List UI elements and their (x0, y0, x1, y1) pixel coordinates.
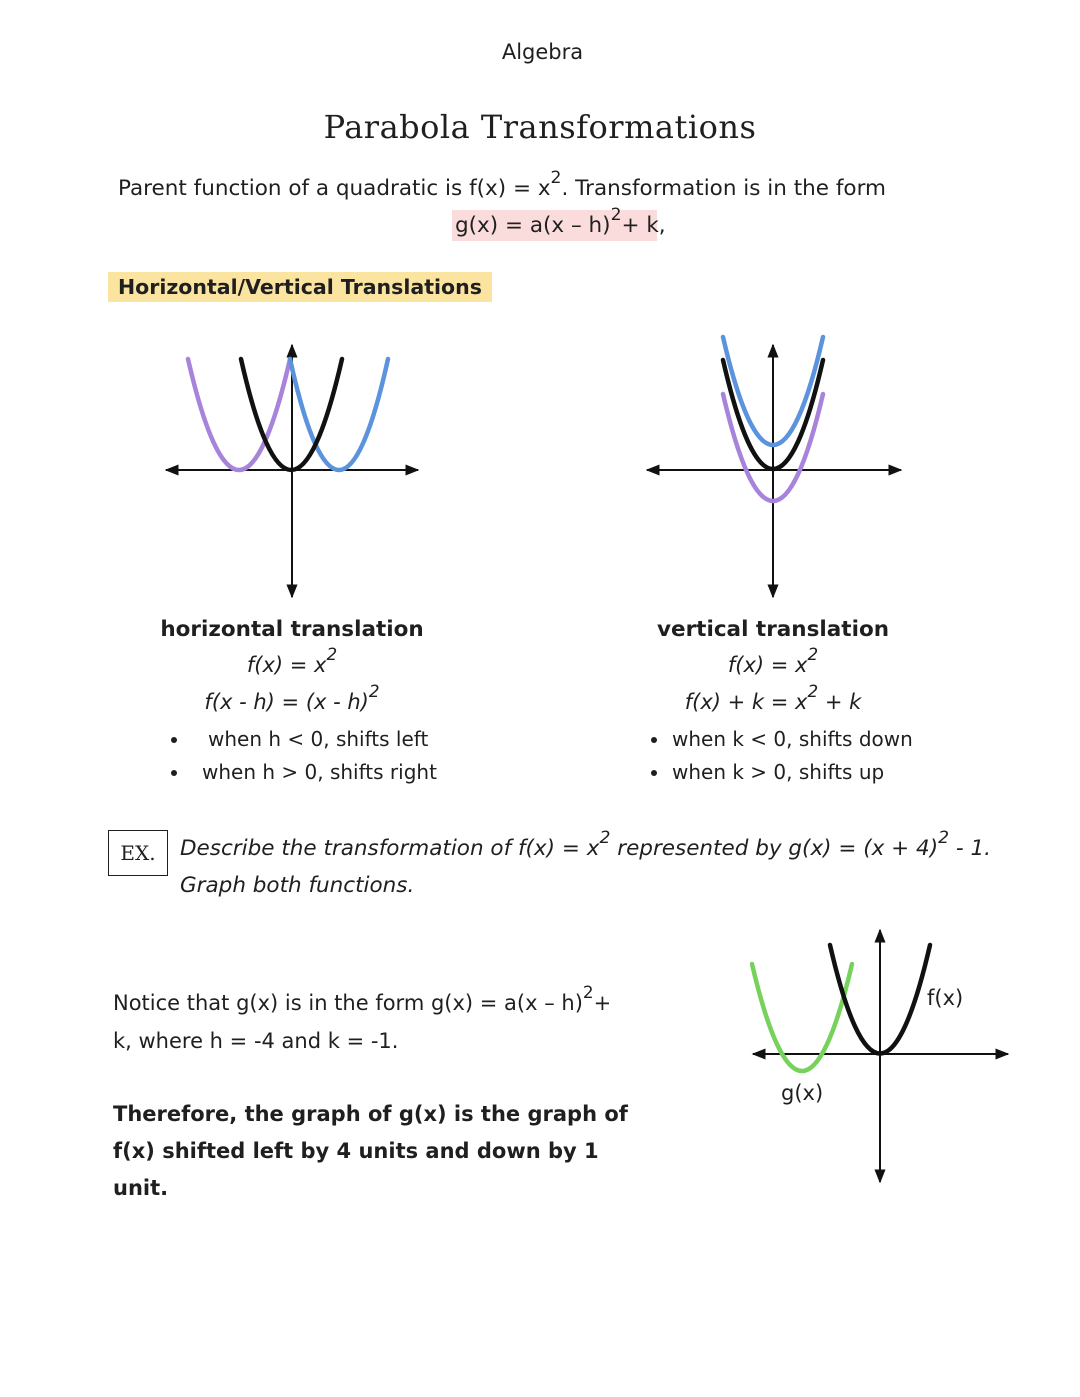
vertical-line2-post: + k (824, 690, 862, 714)
formula-tail: + k, (621, 213, 666, 238)
vertical-line2 (623, 680, 923, 714)
vertical-title: vertical translation (656, 617, 890, 642)
bullet-dot (651, 770, 657, 776)
purple-parabola (188, 359, 290, 470)
bullet-dot (651, 737, 657, 743)
vertical-line1-base: f(x) = x (727, 653, 808, 677)
f-label: f(x) (927, 986, 964, 1010)
intro-text-after: . Transformation is in the form (561, 176, 886, 201)
vertical-line2-exp: 2 (807, 680, 819, 701)
example-graph (745, 925, 1015, 1187)
subject-label: Algebra (501, 40, 584, 64)
vertical-line2-pre: f(x) + k = x (684, 690, 808, 714)
vertical-bullet-2: when k > 0, shifts up (672, 760, 885, 784)
horizontal-bullet-2: when h > 0, shifts right (202, 760, 437, 784)
section-heading: Horizontal/Vertical Translations (108, 272, 492, 302)
example-q-part1: Describe the transformation of f(x) = x (180, 836, 600, 861)
formula-exponent: 2 (610, 204, 622, 225)
intro-text-before: Parent function of a quadratic is f(x) = x (118, 176, 551, 201)
bullet-dot (171, 737, 177, 743)
horizontal-line2-base: f(x - h) = (x - h) (204, 690, 369, 714)
notice-exp: 2 (582, 981, 594, 1002)
example-label: EX. (108, 830, 168, 876)
vertical-line1 (623, 643, 923, 677)
horizontal-translation-graph (160, 335, 425, 605)
horizontal-line2-exp: 2 (368, 680, 380, 701)
horizontal-title: horizontal translation (160, 617, 424, 642)
transformation-formula (455, 204, 666, 238)
intro-text (118, 167, 886, 201)
horizontal-bullet-1: when h < 0, shifts left (208, 727, 429, 751)
g-label: g(x) (781, 1081, 824, 1105)
bullet-dot (171, 770, 177, 776)
solution-conclusion: Therefore, the graph of g(x) is the graph of f(x) shifted left by 4 units and down by 1 unit. (113, 1102, 628, 1200)
vertical-translation-graph (640, 330, 910, 605)
horizontal-line1 (142, 643, 442, 677)
example-q-part2: represented by g(x) = (x + 4) (610, 836, 939, 861)
notice-after: + k, where h = -4 and k = -1. (113, 991, 612, 1053)
example-q-part3: - 1. Graph both functions. (180, 836, 991, 898)
vertical-bullet-1: when k < 0, shifts down (672, 727, 913, 751)
solution-notice (113, 981, 633, 1060)
horizontal-line2 (142, 680, 442, 714)
example-question (180, 827, 1010, 904)
notice-before: Notice that g(x) is in the form g(x) = a(x – h) (113, 991, 583, 1015)
horizontal-line1-exp: 2 (326, 643, 338, 664)
vertical-line1-exp: 2 (807, 643, 819, 664)
intro-exponent: 2 (550, 167, 562, 188)
example-q-exp2: 2 (938, 827, 950, 848)
formula-base: g(x) = a(x – h) (455, 213, 611, 238)
page-title: Parabola Transformations (323, 108, 757, 146)
horizontal-line1-base: f(x) = x (246, 653, 327, 677)
example-q-exp1: 2 (599, 827, 611, 848)
